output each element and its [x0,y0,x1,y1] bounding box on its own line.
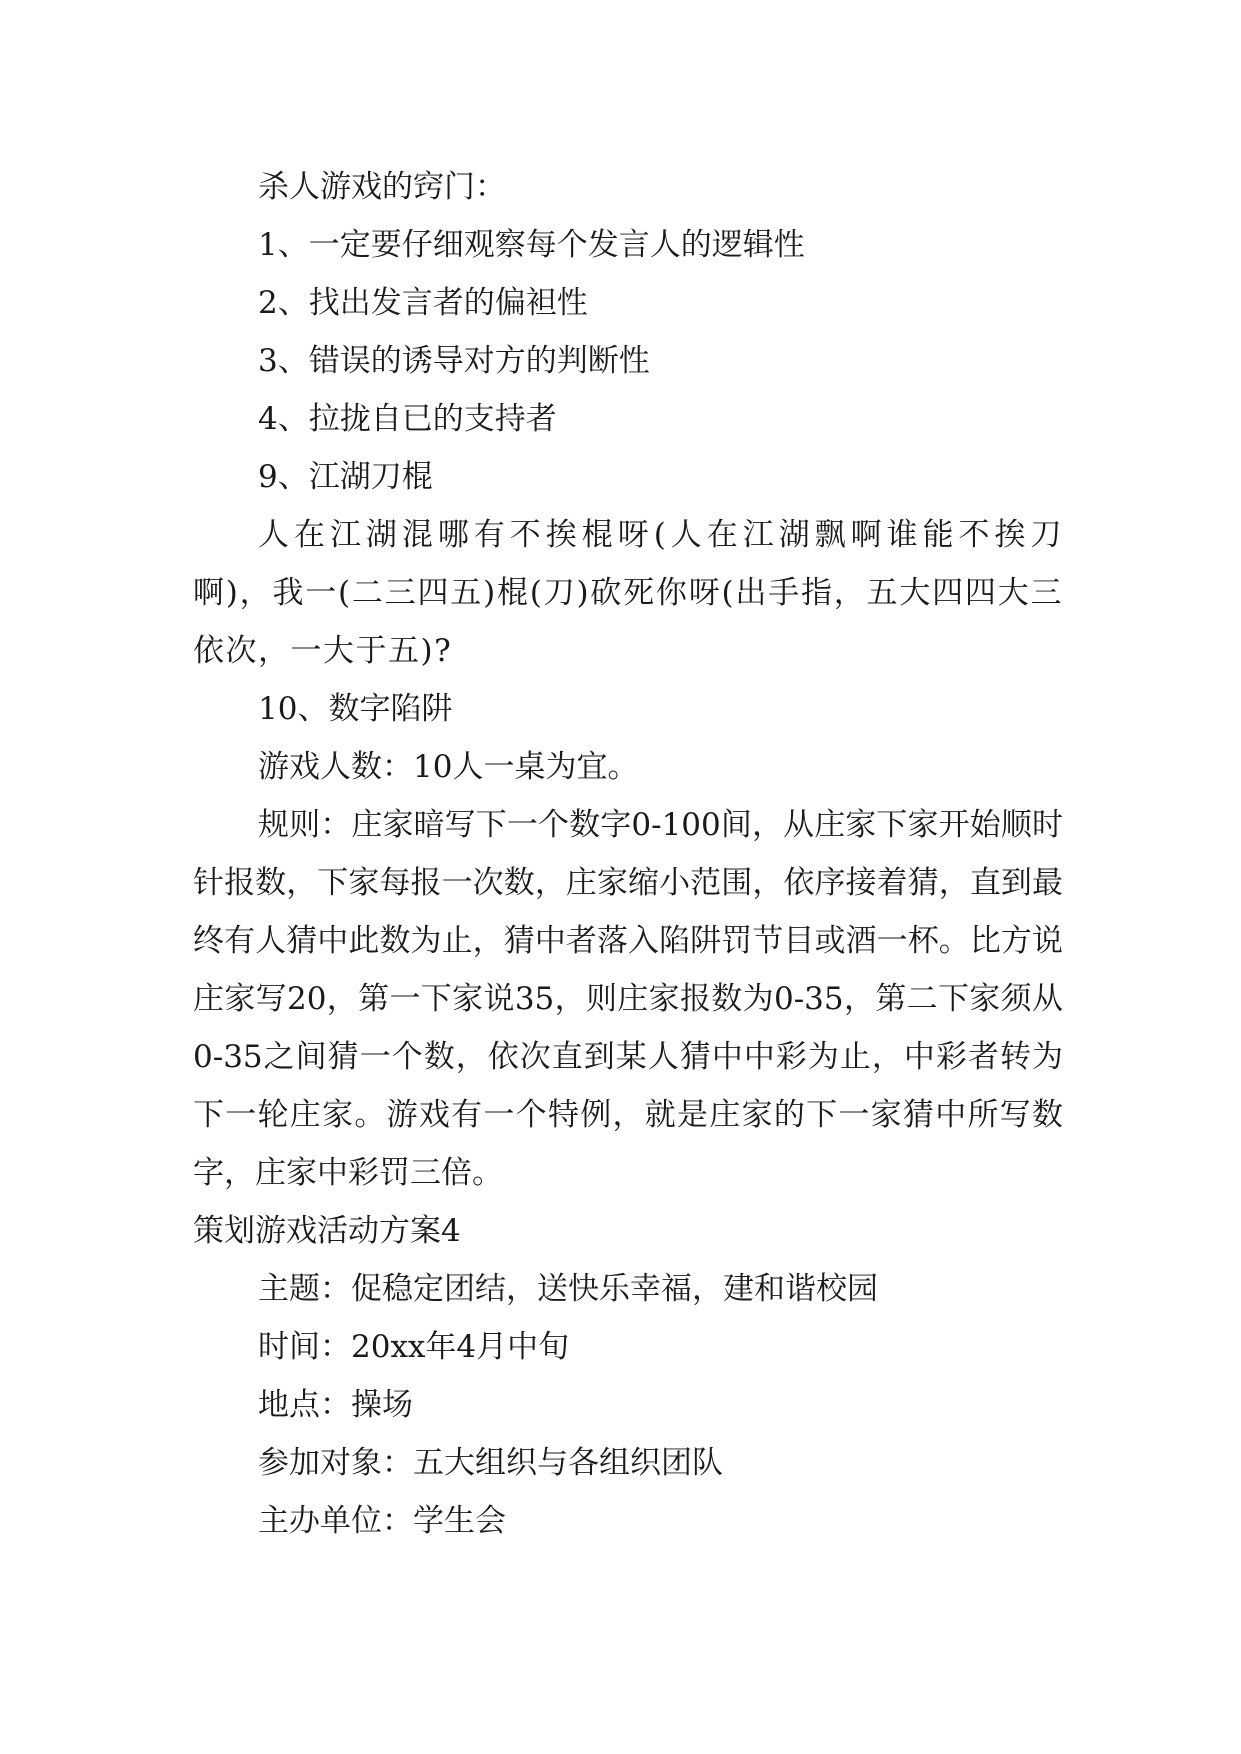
participants-line: 参加对象：五大组织与各组织团队 [258,1445,723,1481]
player-count: 游戏人数：10人一桌为宜。 [258,749,639,785]
location-line: 地点：操场 [258,1387,413,1423]
list-item-4: 4、拉拢自已的支持者 [258,401,557,437]
game-title-10: 10、数字陷阱 [258,691,453,727]
theme-line: 主题：促稳定团结，送快乐幸福，建和谐校园 [258,1271,878,1307]
list-item-3: 3、错误的诱导对方的判断性 [258,343,650,379]
time-line: 时间：20xx年4月中旬 [258,1329,570,1365]
list-item-2: 2、找出发言者的偏袒性 [258,285,588,321]
game-description-9: 人在江湖混哪有不挨棍呀(人在江湖飘啊谁能不挨刀啊)，我一(二三四五)棍(刀)砍死你呀(出手指，五大四四大三依次，一大于五)? [193,517,1063,669]
section-heading: 策划游戏活动方案4 [193,1213,461,1249]
organizer-line: 主办单位：学生会 [258,1503,506,1539]
section-title-tips: 杀人游戏的窍门： [258,169,506,205]
document-body [193,158,1063,1550]
list-item-1: 1、一定要仔细观察每个发言人的逻辑性 [258,227,805,263]
game-title-9: 9、江湖刀棍 [258,459,433,495]
game-rules: 规则：庄家暗写下一个数字0-100间，从庄家下家开始顺时针报数，下家每报一次数，庄家缩小范围，依序接着猜，直到最终有人猜中此数为止，猜中者落入陷阱罚节目或酒一杯。比方说庄家写20，第一下家说35，则庄家报数为0-35，第二下家须从0-35之间猜一个数，依次直到某人猜中中彩为止，中彩者转为下一轮庄家。游戏有一个特例，就是庄家的下一家猜中所写数字，庄家中彩罚三倍。 [193,807,1063,1191]
